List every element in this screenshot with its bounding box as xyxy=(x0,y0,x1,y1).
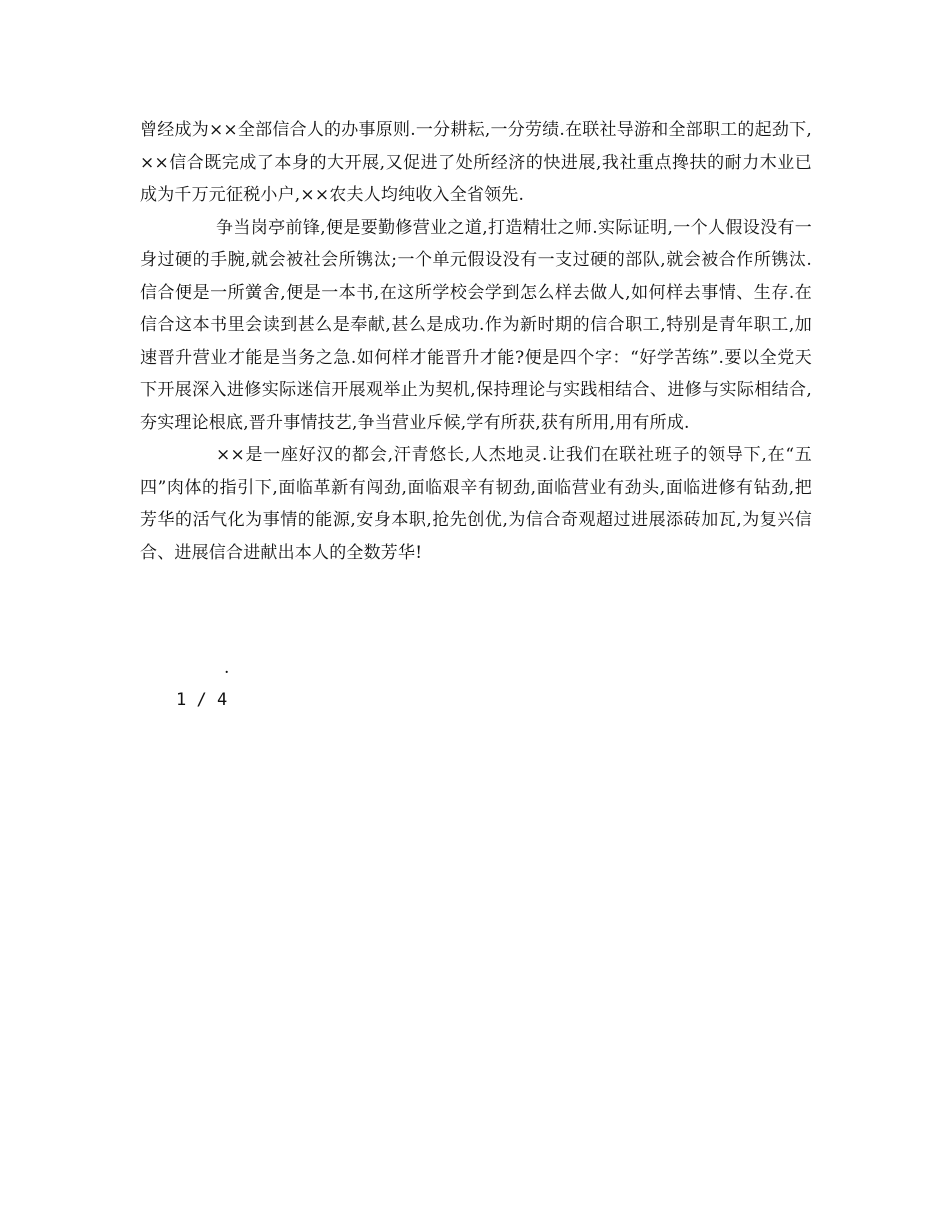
paragraph-1: 曾经成为××全部信合人的办事原则.一分耕耘,一分劳绩.在联社导游和全部职工的起劲下,××信合既完成了本身的大开展,又促进了处所经济的快进展,我社重点搀扶的耐力木业已成为千万元征税小户,××农夫人均纯收入全省领先. xyxy=(140,120,812,205)
paragraph-3: ××是一座好汉的都会,汗青悠长,人杰地灵.让我们在联社班子的领导下,在“五四”肉体的指引下,面临革新有闯劲,面临艰辛有韧劲,面临营业有劲头,面临进修有钻劲,把芳华的活气化为事情的能源,安身本职,抢先创优,为信合奇观超过进展添砖加瓦,为复兴信合、进展信合进献出本人的全数芳华! xyxy=(140,445,812,563)
body-text xyxy=(140,114,812,569)
footer-dot: . xyxy=(224,658,230,678)
paragraph-2: 争当岗亭前锋,便是要勤修营业之道,打造精壮之师.实际证明,一个人假设没有一身过硬的手腕,就会被社会所镌汰;一个单元假设没有一支过硬的部队,就会被合作所镌汰.信合便是一所黉舍,便是一本书,在这所学校会学到怎么样去做人,如何样去事情、生存.在信合这本书里会读到甚么是奉献,甚么是成功.作为新时期的信合职工,特别是青年职工,加速晋升营业才能是当务之急.如何样才能晋升才能?便是四个字：“好学苦练”.要以全党天下开展深入进修实际迷信开展观举止为契机,保持理论与实践相结合、进修与实际相结合,夯实理论根底,晋升事情技艺,争当营业斥候,学有所获,获有所用,用有所成. xyxy=(140,217,812,433)
page-number: 1 / 4 xyxy=(176,690,228,710)
